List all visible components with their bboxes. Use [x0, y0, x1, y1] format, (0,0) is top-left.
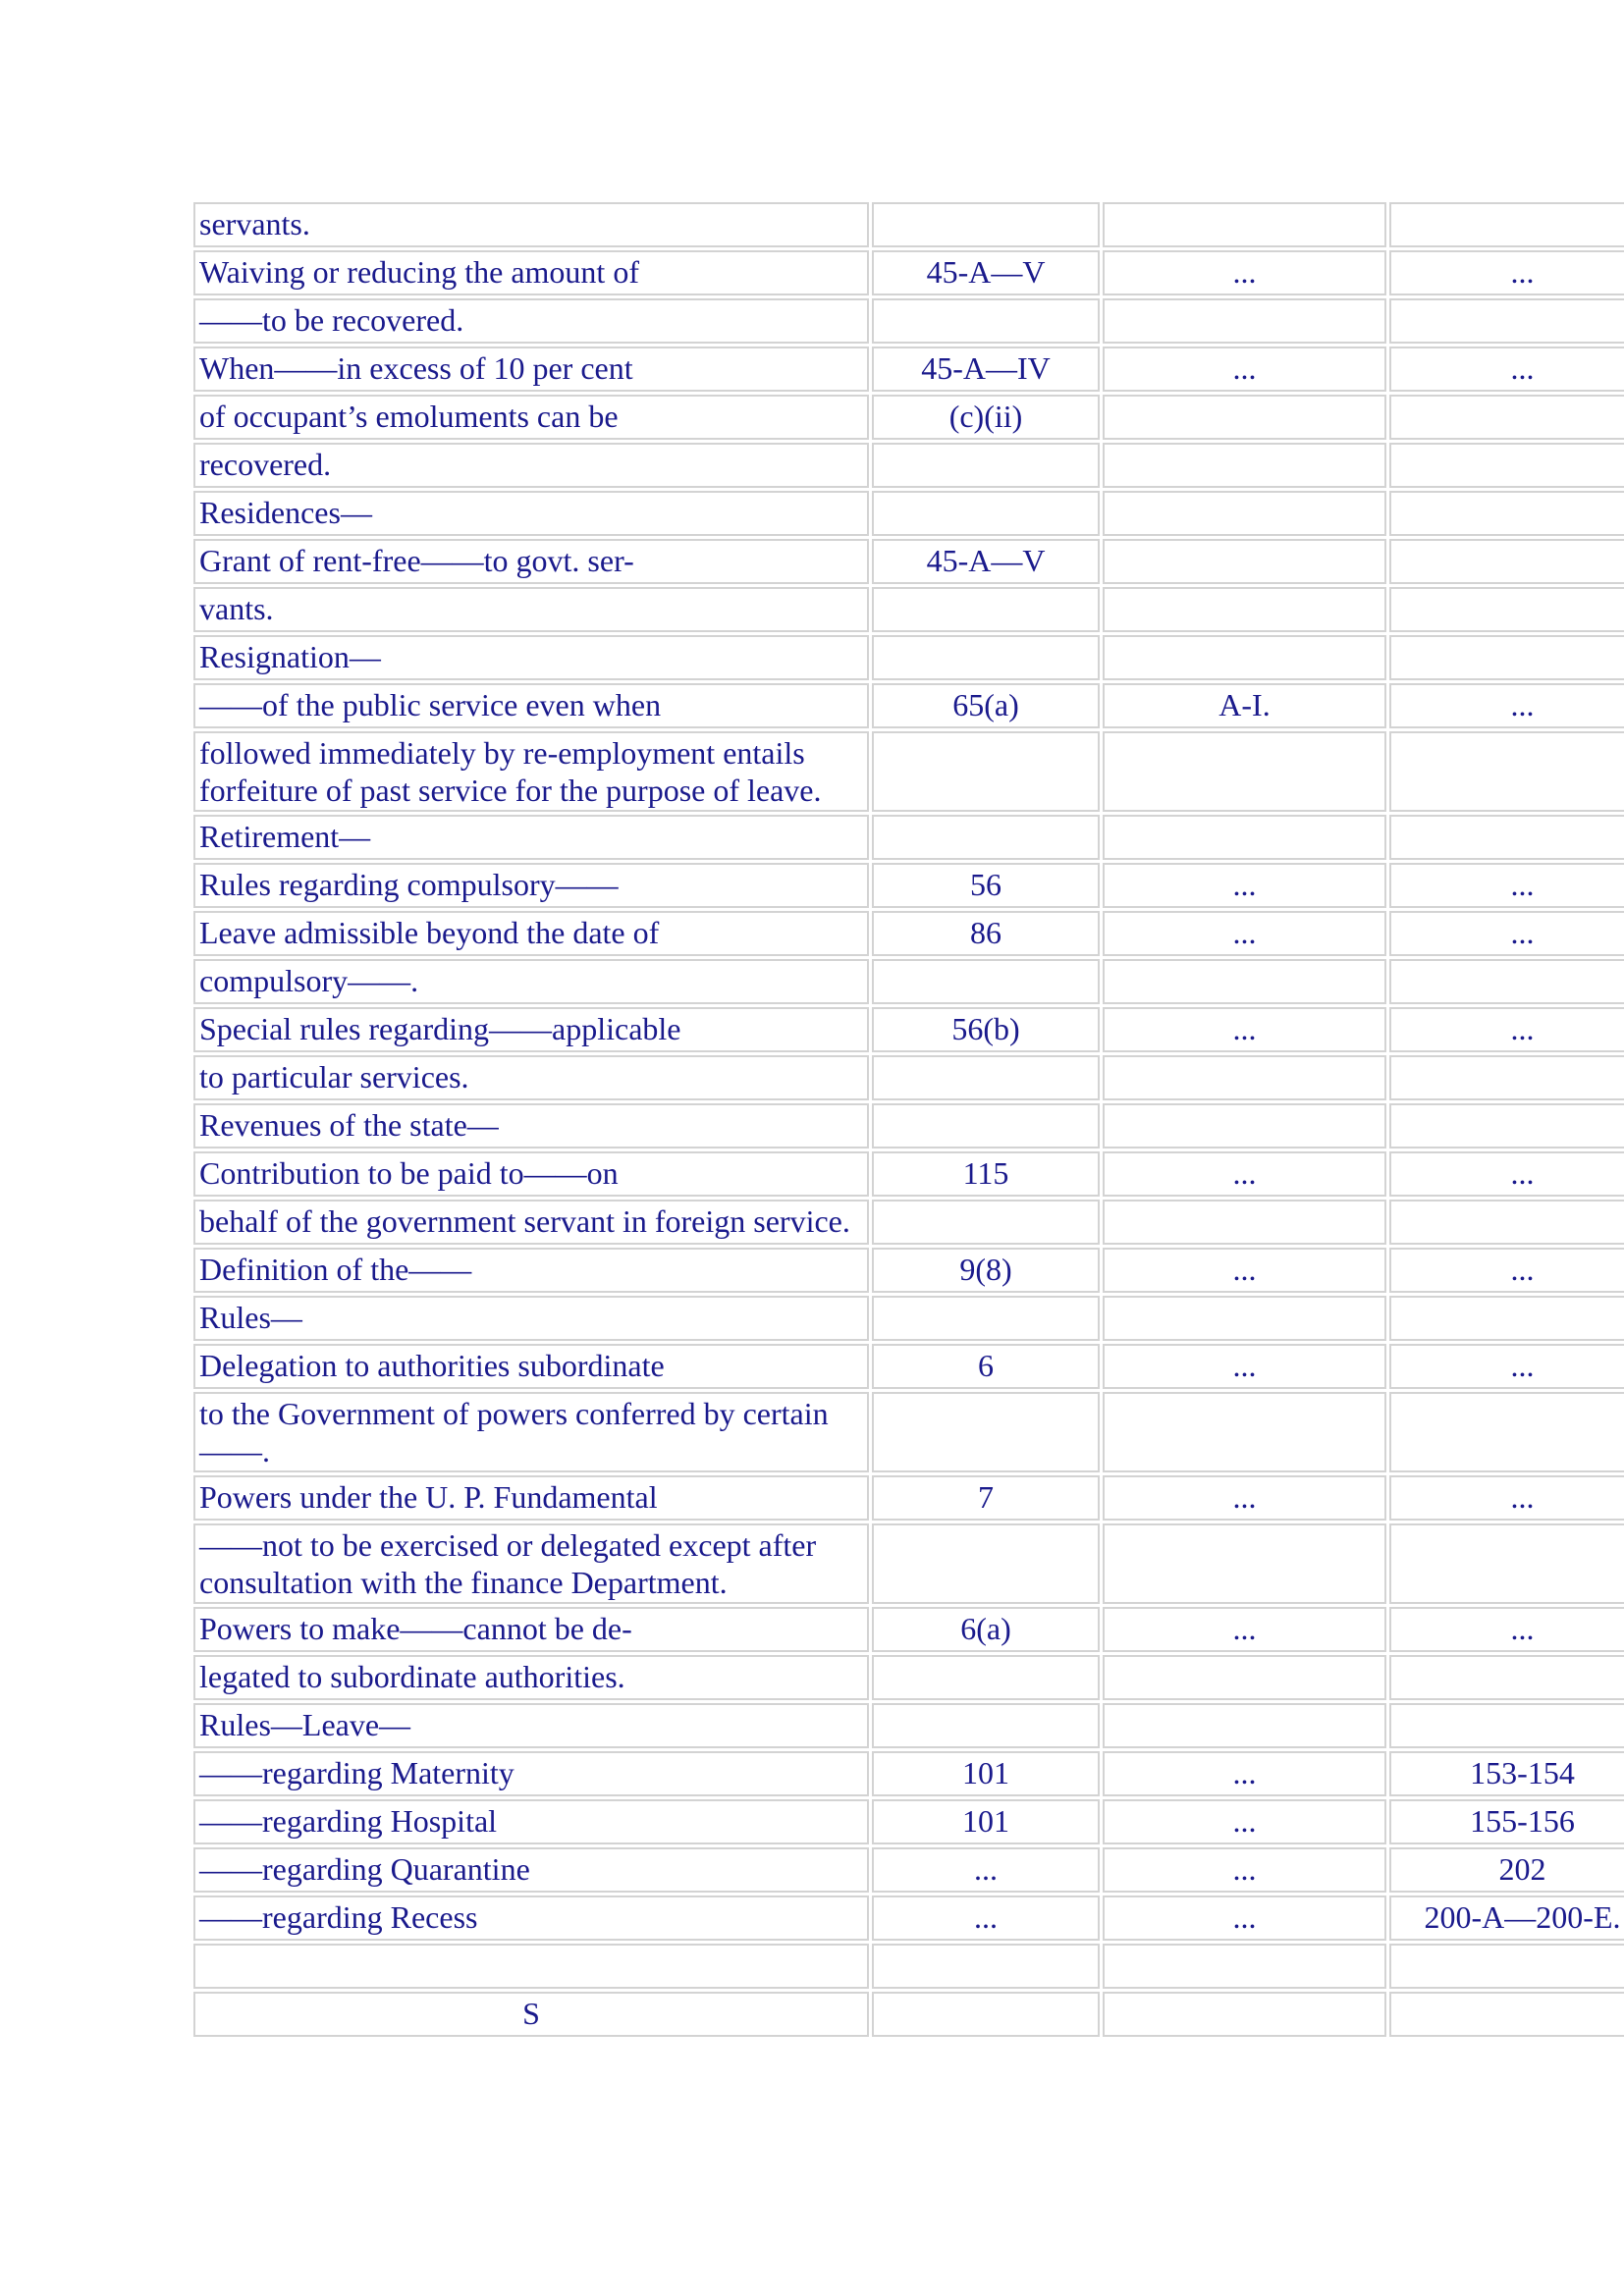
appendix-cell: ... [1103, 1344, 1386, 1389]
rule-cell: 9(8) [872, 1248, 1100, 1293]
rule-cell [872, 298, 1100, 344]
page-cell [1389, 1992, 1624, 2037]
subject-cell: Leave admissible beyond the date of [193, 911, 869, 956]
table-row [193, 1847, 1624, 1893]
table-row [193, 1992, 1624, 2037]
rule-cell: 101 [872, 1751, 1100, 1796]
rule-cell [872, 1296, 1100, 1341]
rule-cell [872, 1992, 1100, 2037]
rule-cell [872, 202, 1100, 247]
table-row [193, 1751, 1624, 1796]
rule-cell: 6 [872, 1344, 1100, 1389]
subject-cell: followed immediately by re-employment entails forfeiture of past service for the purpose of leave. [193, 731, 869, 812]
page-cell [1389, 959, 1624, 1004]
appendix-cell [1103, 298, 1386, 344]
appendix-cell: ... [1103, 347, 1386, 392]
table-row [193, 443, 1624, 488]
rule-cell [872, 959, 1100, 1004]
subject-cell: Powers under the U. P. Fundamental [193, 1475, 869, 1521]
subject-cell: vants. [193, 587, 869, 632]
page-cell: ... [1389, 1151, 1624, 1197]
page-cell: 202 [1389, 1847, 1624, 1893]
rule-cell [872, 1055, 1100, 1100]
rule-cell: ... [872, 1896, 1100, 1941]
subject-cell: of occupant’s emoluments can be [193, 395, 869, 440]
subject-cell: Delegation to authorities subordinate [193, 1344, 869, 1389]
subject-cell: Grant of rent-free——to govt. ser- [193, 539, 869, 584]
appendix-cell [1103, 202, 1386, 247]
page-cell [1389, 1103, 1624, 1148]
appendix-cell [1103, 1523, 1386, 1604]
page-cell [1389, 491, 1624, 536]
subject-cell: ——regarding Maternity [193, 1751, 869, 1796]
appendix-cell [1103, 1655, 1386, 1700]
subject-cell: to the Government of powers conferred by certain——. [193, 1392, 869, 1472]
page-cell [1389, 587, 1624, 632]
page-cell [1389, 731, 1624, 812]
table-row [193, 731, 1624, 812]
rule-cell: 86 [872, 911, 1100, 956]
appendix-cell [1103, 815, 1386, 860]
appendix-cell [1103, 1296, 1386, 1341]
appendix-cell [1103, 1103, 1386, 1148]
subject-cell: S [193, 1992, 869, 2037]
subject-cell: Residences— [193, 491, 869, 536]
page-cell: 155-156 [1389, 1799, 1624, 1844]
subject-cell: ——to be recovered. [193, 298, 869, 344]
appendix-cell: ... [1103, 1799, 1386, 1844]
appendix-cell [1103, 1055, 1386, 1100]
rule-cell [872, 731, 1100, 812]
table-row [193, 298, 1624, 344]
rule-cell: ... [872, 1847, 1100, 1893]
page-cell [1389, 1703, 1624, 1748]
subject-cell: When——in excess of 10 per cent [193, 347, 869, 392]
table-row [193, 959, 1624, 1004]
page-cell [1389, 635, 1624, 680]
page-cell [1389, 1944, 1624, 1989]
table-row [193, 587, 1624, 632]
subject-cell: legated to subordinate authorities. [193, 1655, 869, 1700]
rule-cell [872, 1200, 1100, 1245]
page-cell: ... [1389, 1344, 1624, 1389]
rule-cell [872, 1655, 1100, 1700]
table-row [193, 1151, 1624, 1197]
subject-cell: ——regarding Hospital [193, 1799, 869, 1844]
table-row [193, 1896, 1624, 1941]
page-cell [1389, 1055, 1624, 1100]
subject-cell: servants. [193, 202, 869, 247]
rule-cell [872, 1392, 1100, 1472]
rule-cell: 45-A—IV [872, 347, 1100, 392]
table-row [193, 1248, 1624, 1293]
page-cell [1389, 443, 1624, 488]
subject-cell: ——of the public service even when [193, 683, 869, 728]
rule-cell: 65(a) [872, 683, 1100, 728]
page-cell: ... [1389, 683, 1624, 728]
page-cell: ... [1389, 1248, 1624, 1293]
table-row [193, 815, 1624, 860]
table-row [193, 1200, 1624, 1245]
page-cell [1389, 395, 1624, 440]
appendix-cell [1103, 539, 1386, 584]
table-row [193, 539, 1624, 584]
page-cell: 200-A—200-E. [1389, 1896, 1624, 1941]
table-row [193, 250, 1624, 295]
rule-cell [872, 1703, 1100, 1748]
subject-cell: compulsory——. [193, 959, 869, 1004]
subject-cell: to particular services. [193, 1055, 869, 1100]
page-cell: ... [1389, 1007, 1624, 1052]
table-row [193, 1103, 1624, 1148]
page-cell [1389, 815, 1624, 860]
rule-cell: 6(a) [872, 1607, 1100, 1652]
rule-cell [872, 815, 1100, 860]
table-row [193, 635, 1624, 680]
subject-cell: Definition of the—— [193, 1248, 869, 1293]
appendix-cell [1103, 491, 1386, 536]
table-row [193, 1944, 1624, 1989]
rule-cell: (c)(ii) [872, 395, 1100, 440]
page-cell [1389, 202, 1624, 247]
page-cell: 153-154 [1389, 1751, 1624, 1796]
rule-cell [872, 1103, 1100, 1148]
appendix-cell [1103, 1992, 1386, 2037]
table-row [193, 491, 1624, 536]
appendix-cell: ... [1103, 250, 1386, 295]
appendix-cell [1103, 1944, 1386, 1989]
page-cell [1389, 1392, 1624, 1472]
subject-cell: Resignation— [193, 635, 869, 680]
subject-cell: Powers to make——cannot be de- [193, 1607, 869, 1652]
page-cell: ... [1389, 250, 1624, 295]
index-table [190, 199, 1624, 2040]
subject-cell: Rules— [193, 1296, 869, 1341]
page-cell [1389, 1523, 1624, 1604]
table-row [193, 863, 1624, 908]
table-row [193, 683, 1624, 728]
rule-cell: 115 [872, 1151, 1100, 1197]
table-row [193, 347, 1624, 392]
appendix-cell: ... [1103, 1007, 1386, 1052]
subject-cell [193, 1944, 869, 1989]
table-row [193, 1296, 1624, 1341]
table-row [193, 911, 1624, 956]
page-cell [1389, 539, 1624, 584]
subject-cell: behalf of the government servant in foreign service. [193, 1200, 869, 1245]
table-row [193, 1055, 1624, 1100]
subject-cell: ——regarding Quarantine [193, 1847, 869, 1893]
appendix-cell [1103, 959, 1386, 1004]
subject-cell: Contribution to be paid to——on [193, 1151, 869, 1197]
table-row [193, 1703, 1624, 1748]
page-cell: ... [1389, 863, 1624, 908]
table-row [193, 202, 1624, 247]
appendix-cell [1103, 1392, 1386, 1472]
subject-cell: Special rules regarding——applicable [193, 1007, 869, 1052]
appendix-cell: ... [1103, 1751, 1386, 1796]
page-cell [1389, 1296, 1624, 1341]
appendix-cell: ... [1103, 1847, 1386, 1893]
appendix-cell: ... [1103, 1248, 1386, 1293]
rule-cell [872, 587, 1100, 632]
appendix-cell: ... [1103, 1151, 1386, 1197]
subject-cell: recovered. [193, 443, 869, 488]
appendix-cell: A-I. [1103, 683, 1386, 728]
rule-cell [872, 491, 1100, 536]
appendix-cell [1103, 395, 1386, 440]
subject-cell: Revenues of the state— [193, 1103, 869, 1148]
table-row [193, 395, 1624, 440]
table-row [193, 1607, 1624, 1652]
rule-cell: 45-A—V [872, 539, 1100, 584]
page-cell [1389, 298, 1624, 344]
appendix-cell [1103, 1703, 1386, 1748]
subject-cell: Rules—Leave— [193, 1703, 869, 1748]
table-row [193, 1475, 1624, 1521]
rule-cell: 56 [872, 863, 1100, 908]
page-cell: ... [1389, 1607, 1624, 1652]
table-row [193, 1523, 1624, 1604]
subject-cell: ——not to be exercised or delegated except after consultation with the finance Department. [193, 1523, 869, 1604]
table-row [193, 1007, 1624, 1052]
appendix-cell: ... [1103, 1475, 1386, 1521]
appendix-cell: ... [1103, 911, 1386, 956]
appendix-cell [1103, 587, 1386, 632]
index-table-body [193, 202, 1624, 2037]
table-row [193, 1799, 1624, 1844]
table-row [193, 1344, 1624, 1389]
subject-cell: Rules regarding compulsory—— [193, 863, 869, 908]
page-cell [1389, 1655, 1624, 1700]
table-row [193, 1655, 1624, 1700]
subject-cell: Waiving or reducing the amount of [193, 250, 869, 295]
rule-cell [872, 443, 1100, 488]
subject-cell: Retirement— [193, 815, 869, 860]
appendix-cell: ... [1103, 1896, 1386, 1941]
appendix-cell: ... [1103, 1607, 1386, 1652]
rule-cell: 45-A—V [872, 250, 1100, 295]
page-cell: ... [1389, 347, 1624, 392]
rule-cell [872, 635, 1100, 680]
appendix-cell [1103, 443, 1386, 488]
rule-cell [872, 1523, 1100, 1604]
page-cell: ... [1389, 1475, 1624, 1521]
appendix-cell: ... [1103, 863, 1386, 908]
rule-cell [872, 1944, 1100, 1989]
page-cell: ... [1389, 911, 1624, 956]
appendix-cell [1103, 731, 1386, 812]
page-cell [1389, 1200, 1624, 1245]
rule-cell: 7 [872, 1475, 1100, 1521]
appendix-cell [1103, 1200, 1386, 1245]
rule-cell: 56(b) [872, 1007, 1100, 1052]
table-row [193, 1392, 1624, 1472]
appendix-cell [1103, 635, 1386, 680]
subject-cell: ——regarding Recess [193, 1896, 869, 1941]
rule-cell: 101 [872, 1799, 1100, 1844]
